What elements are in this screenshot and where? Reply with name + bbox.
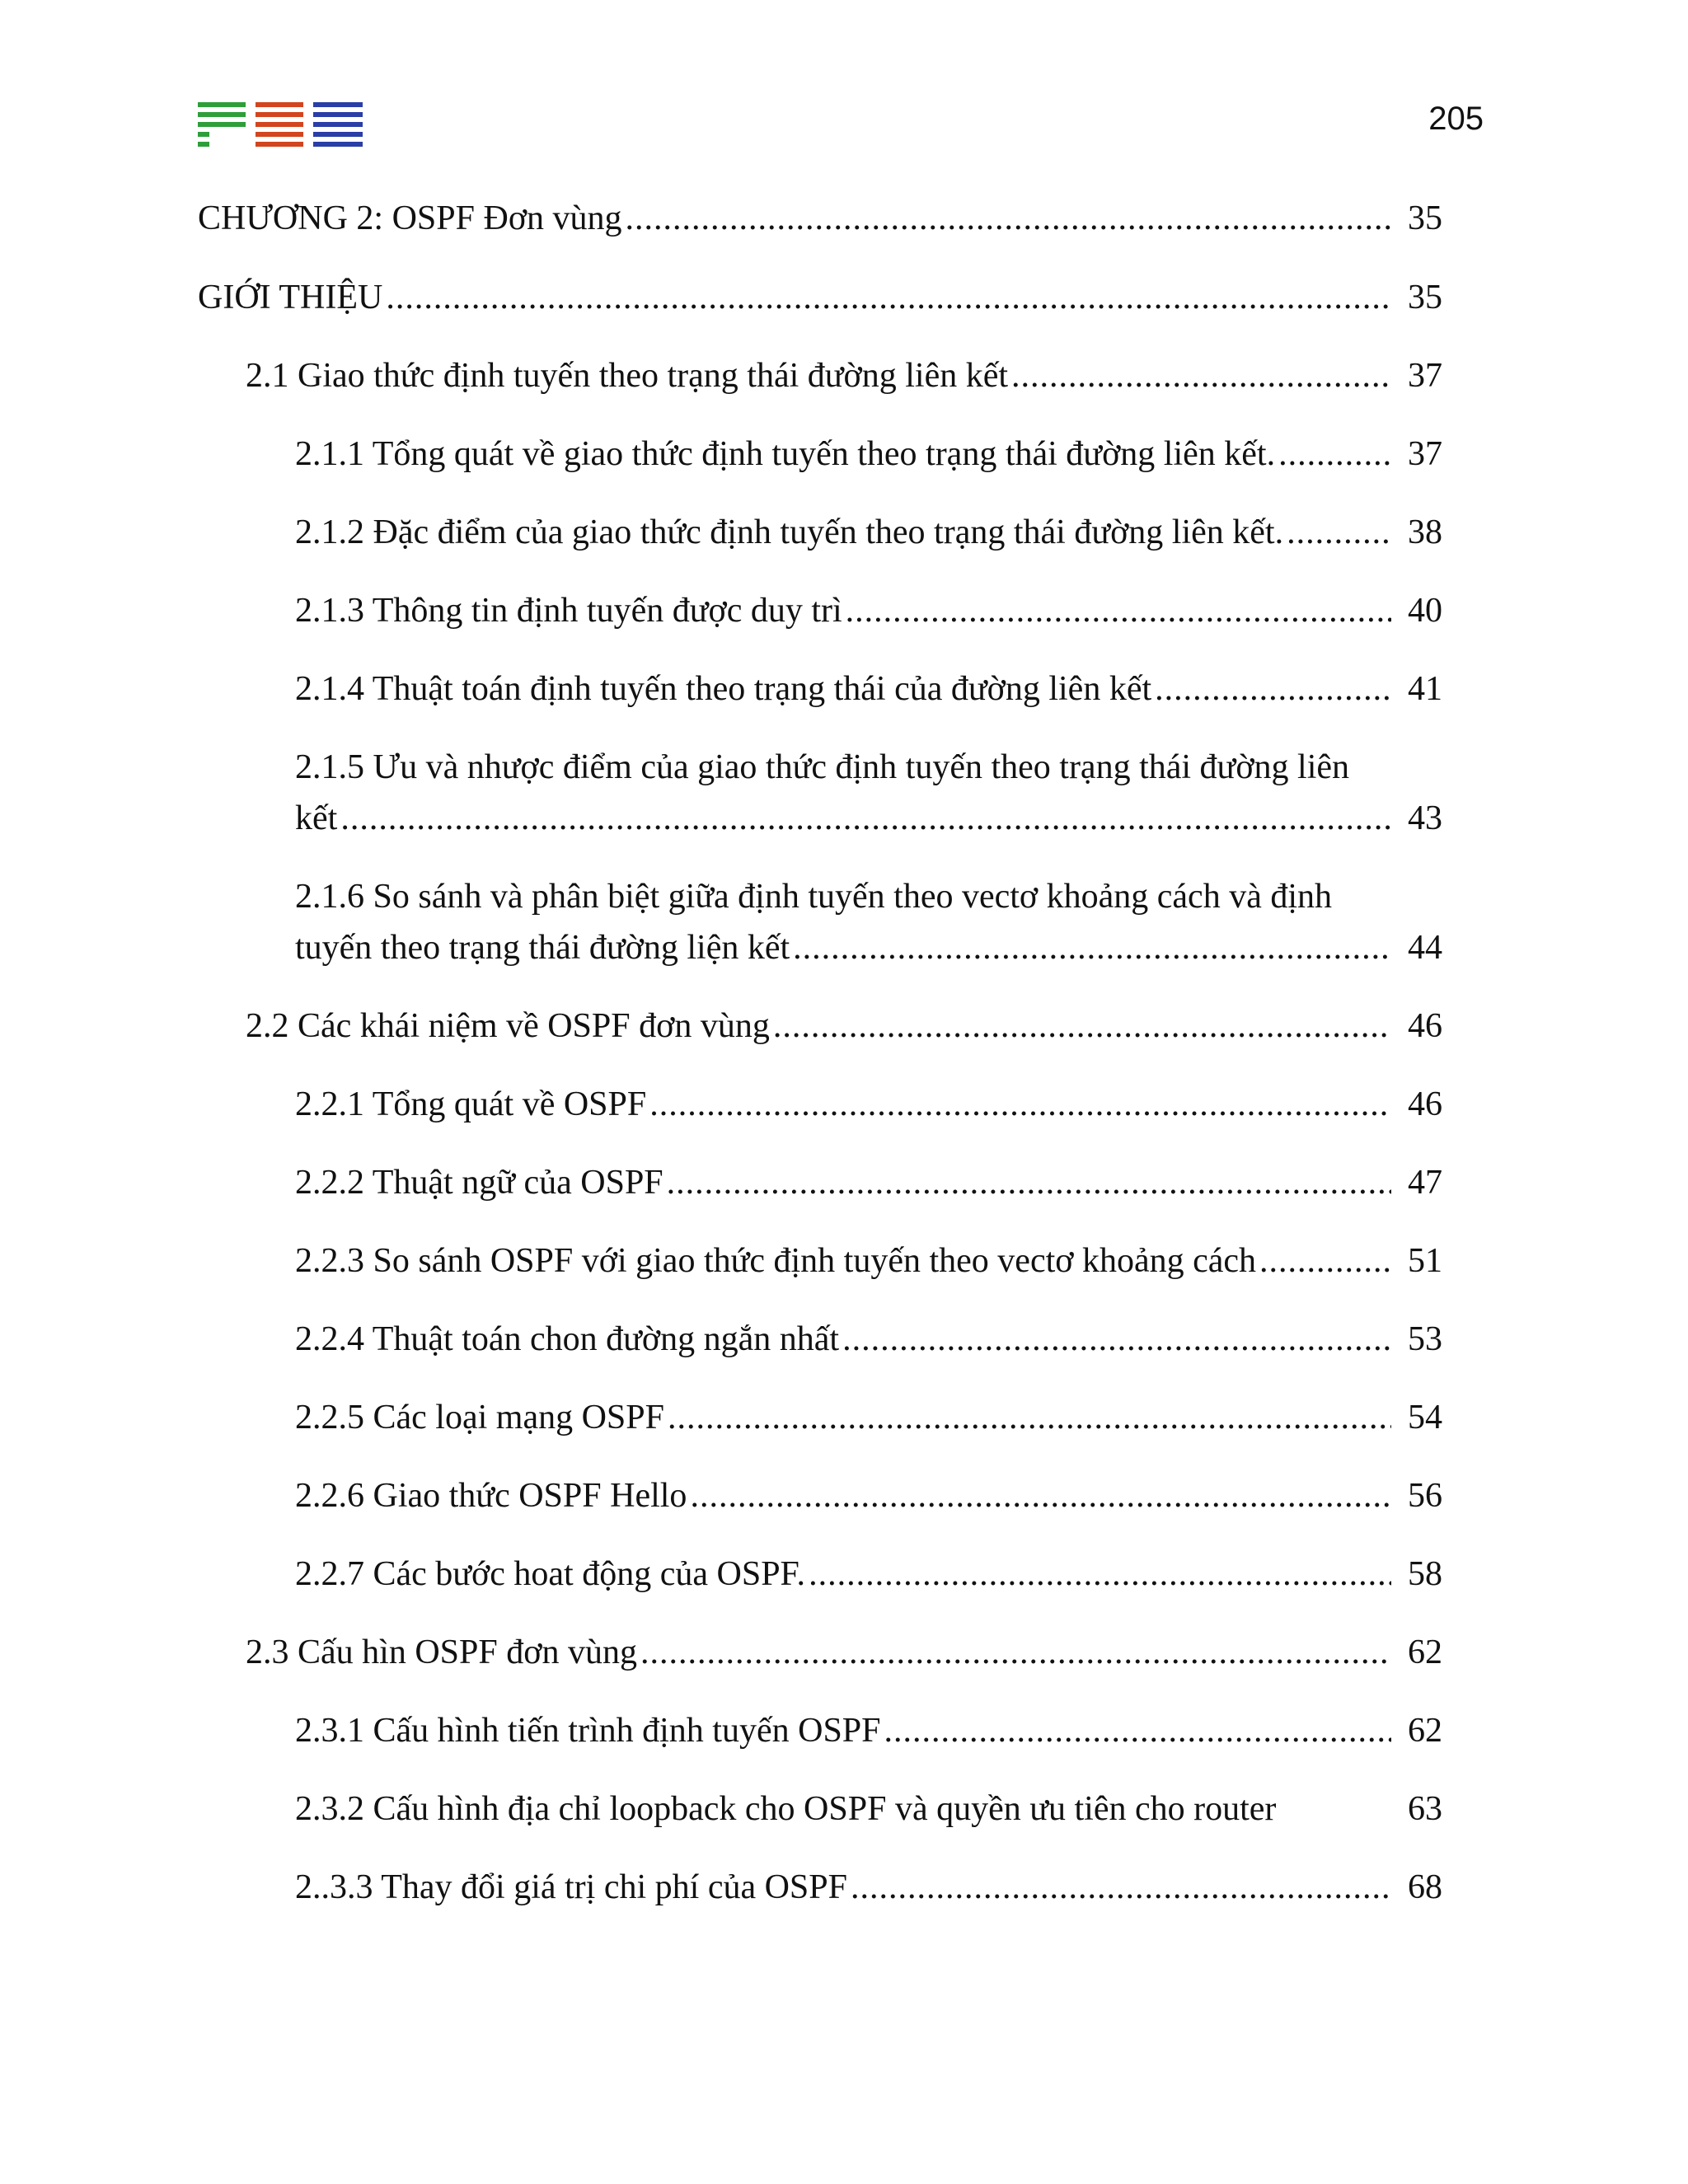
toc-entry-page: 53 bbox=[1408, 1320, 1442, 1358]
toc-entry-2-2-6[interactable] bbox=[295, 1470, 1442, 1521]
toc-entry-page: 38 bbox=[1408, 513, 1442, 551]
toc-entry-page: 35 bbox=[1408, 199, 1442, 237]
toc-entry-2-2-3[interactable] bbox=[295, 1235, 1442, 1286]
toc-entry-title: 2.1.2 Đặc điểm của giao thức định tuyến theo trạng thái đường liên kết. bbox=[295, 513, 1284, 551]
toc-entry-2-1-4[interactable] bbox=[295, 663, 1442, 715]
toc-entry-page: 41 bbox=[1408, 670, 1442, 708]
toc-entry-title: 2.2.3 So sánh OSPF với giao thức định tuyến theo vectơ khoảng cách bbox=[295, 1242, 1257, 1280]
toc-entry-2-1-2[interactable] bbox=[295, 507, 1442, 558]
dot-leader bbox=[668, 1392, 1391, 1443]
toc-entry-chapter-2[interactable] bbox=[198, 193, 1442, 244]
toc-entry-2-2-2[interactable] bbox=[295, 1157, 1442, 1208]
toc-entry-title: CHƯƠNG 2: OSPF Đơn vùng bbox=[198, 199, 622, 237]
toc-entry-title: 2.3 Cấu hìn OSPF đơn vùng bbox=[246, 1633, 637, 1671]
toc-entry-page: 63 bbox=[1408, 1790, 1442, 1828]
toc-entry-2-2[interactable] bbox=[246, 1001, 1442, 1052]
toc-entry-title: 2.1.1 Tổng quát về giao thức định tuyến theo trạng thái đường liên kết. bbox=[295, 435, 1276, 473]
toc-entry-title: 2.2 Các khái niệm về OSPF đơn vùng bbox=[246, 1007, 770, 1045]
toc-entry-page: 51 bbox=[1408, 1242, 1442, 1280]
toc-entry-page: 47 bbox=[1408, 1164, 1442, 1202]
toc-entry-title: 2.1.5 Ưu và nhược điểm của giao thức định tuyến theo trạng thái đường liên bbox=[295, 748, 1350, 786]
dot-leader bbox=[640, 1627, 1391, 1678]
dot-leader bbox=[649, 1079, 1391, 1130]
toc-entry-title: GIỚI THIỆU bbox=[198, 279, 383, 316]
toc-entry-2-3-3[interactable] bbox=[295, 1862, 1442, 1913]
toc-entry-2-1-3[interactable] bbox=[295, 585, 1442, 636]
toc-entry-title: 2.3.1 Cấu hình tiến trình định tuyến OSPF bbox=[295, 1712, 881, 1750]
dot-leader bbox=[1278, 429, 1391, 480]
toc-entry-page: 43 bbox=[1408, 799, 1442, 837]
dot-leader bbox=[690, 1470, 1391, 1521]
dot-leader bbox=[1155, 663, 1391, 715]
toc-entry-page: 40 bbox=[1408, 592, 1442, 630]
dot-leader bbox=[1287, 507, 1391, 558]
toc-entry-2-2-5[interactable] bbox=[295, 1392, 1442, 1443]
toc-entry-title: 2.2.5 Các loại mạng OSPF bbox=[295, 1399, 664, 1436]
toc-entry-title: 2.2.6 Giao thức OSPF Hello bbox=[295, 1477, 687, 1515]
toc-entry-gioi-thieu[interactable] bbox=[198, 272, 1442, 323]
dot-leader bbox=[842, 1314, 1391, 1365]
toc-entry-title: 2.2.4 Thuật toán chon đường ngắn nhất bbox=[295, 1320, 840, 1358]
toc-entry-2-3[interactable] bbox=[246, 1627, 1442, 1678]
toc-entry-title: 2.2.7 Các bước hoat động của OSPF. bbox=[295, 1555, 806, 1593]
toc-entry-page: 56 bbox=[1408, 1477, 1442, 1515]
dot-leader bbox=[809, 1549, 1391, 1600]
toc-entry-page: 35 bbox=[1408, 279, 1442, 316]
toc-entry-title: 2.1.3 Thông tin định tuyến được duy trì bbox=[295, 592, 842, 630]
toc-entry-title: 2.1 Giao thức định tuyến theo trạng thái đường liên kết bbox=[246, 357, 1009, 395]
toc-entry-page: 68 bbox=[1408, 1868, 1442, 1906]
dot-leader bbox=[667, 1157, 1391, 1208]
toc-entry-title: 2.2.1 Tổng quát về OSPF bbox=[295, 1085, 647, 1123]
toc-entry-2-1[interactable] bbox=[246, 350, 1442, 401]
toc-entry-2-2-7[interactable] bbox=[295, 1549, 1442, 1600]
toc-entry-page: 44 bbox=[1408, 929, 1442, 967]
dot-leader bbox=[386, 272, 1391, 323]
dot-leader bbox=[1259, 1235, 1391, 1286]
toc-entry-2-1-1[interactable] bbox=[295, 429, 1442, 480]
toc-entry-title-continued: kết bbox=[295, 799, 338, 837]
toc-entry-title: 2.1.4 Thuật toán định tuyến theo trạng thái của đường liên kết bbox=[295, 670, 1152, 708]
toc-entry-page: 37 bbox=[1408, 357, 1442, 395]
dot-leader bbox=[1011, 350, 1391, 401]
dot-leader bbox=[626, 193, 1391, 244]
toc-entry-2-2-1[interactable] bbox=[295, 1079, 1442, 1130]
dot-leader bbox=[846, 585, 1391, 636]
dot-leader bbox=[884, 1705, 1391, 1756]
toc-entry-page: 54 bbox=[1408, 1399, 1442, 1436]
toc-entry-page: 37 bbox=[1408, 435, 1442, 473]
toc-entry-2-2-4[interactable] bbox=[295, 1314, 1442, 1365]
toc-entry-title: 2.2.2 Thuật ngữ của OSPF bbox=[295, 1164, 663, 1202]
toc-entry-page: 62 bbox=[1408, 1712, 1442, 1750]
toc-entry-2-3-2[interactable] bbox=[295, 1783, 1442, 1835]
dot-leader bbox=[340, 793, 1391, 844]
toc-entry-title-continued: tuyến theo trạng thái đường liện kết bbox=[295, 929, 790, 967]
toc-entry-title: 2.1.6 So sánh và phân biệt giữa định tuyến theo vectơ khoảng cách và định bbox=[295, 878, 1333, 916]
dot-leader bbox=[851, 1862, 1391, 1913]
toc-entry-title-line-1 bbox=[295, 871, 1487, 922]
page-number: 205 bbox=[1428, 101, 1484, 137]
table-of-contents bbox=[198, 0, 1487, 2184]
toc-entry-title: 2.3.2 Cấu hình địa chỉ loopback cho OSPF và quyền ưu tiên cho router bbox=[295, 1790, 1277, 1828]
toc-entry-2-1-6[interactable] bbox=[295, 871, 1487, 973]
toc-entry-title: 2..3.3 Thay đổi giá trị chi phí của OSPF bbox=[295, 1868, 848, 1906]
toc-entry-2-1-5[interactable] bbox=[295, 742, 1487, 844]
dot-leader bbox=[773, 1001, 1391, 1052]
dot-leader bbox=[793, 922, 1391, 973]
toc-entry-page: 46 bbox=[1408, 1007, 1442, 1045]
toc-entry-page: 46 bbox=[1408, 1085, 1442, 1123]
toc-entry-2-3-1[interactable] bbox=[295, 1705, 1442, 1756]
toc-entry-page: 58 bbox=[1408, 1555, 1442, 1593]
toc-entry-page: 62 bbox=[1408, 1633, 1442, 1671]
toc-entry-title-line-1 bbox=[295, 742, 1487, 793]
